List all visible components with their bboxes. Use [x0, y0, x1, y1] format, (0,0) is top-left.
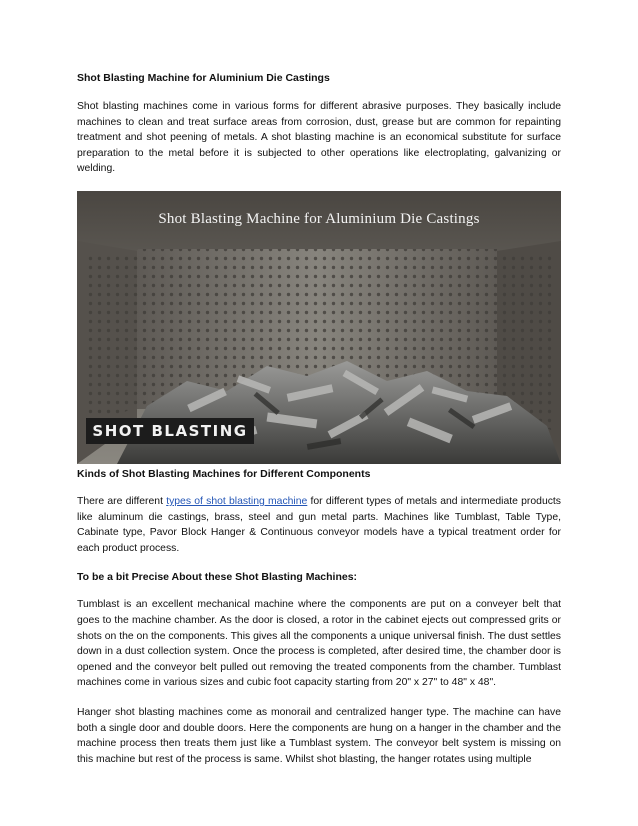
page-title: Shot Blasting Machine for Aluminium Die Castings [77, 72, 330, 84]
image-banner-text: Shot Blasting Machine for Aluminium Die Castings [158, 210, 480, 227]
image-label: SHOT BLASTING [86, 418, 254, 444]
intro-paragraph: Shot blasting machines come in various forms for different abrasive purposes. They basically include machines to clean and treat surface areas from corrosion, dust, grease but are common for repainting treatment and shot peening of metals. A shot blasting machine is an economical substitute for surface preparation to the metal before it is subjected to other operations like electroplating, galvanizing or welding. [77, 101, 561, 175]
hanger-paragraph: Hanger shot blasting machines come as monorail and centralized hanger type. The machine can have both a single door and double doors. Here the components are hung on a hanger in the chamber and the machine process then treats them just like a Tumblast system. The conveyor belt system is missing on this machine but rest of the process is same. Whilst shot blasting, the hanger rotates using multiple [77, 706, 561, 765]
types-link[interactable]: types of shot blasting machine [166, 495, 308, 507]
tumblast-paragraph: Tumblast is an excellent mechanical machine where the components are put on a conveyer belt that goes to the machine chamber. As the door is closed, a rotor in the cabinet ejects out compressed grits or shots on the on the components. This gives all the components a unique universal finish. The dust settles down in a dust collection system. Once the process is completed, after desired time, the chamber door is opened and the conveyor belt pulled out removing the treated components from the chamber. Tumblast machines come in various sizes and cubic foot capacity starting from 20" x 27" to 48" x 48". [77, 599, 561, 689]
kinds-paragraph [77, 494, 561, 556]
section-heading-kinds: Kinds of Shot Blasting Machines for Different Components [77, 467, 371, 480]
shot-blasting-photo [77, 191, 561, 464]
section-heading-precise: To be a bit Precise About these Shot Blasting Machines: [77, 571, 358, 584]
kinds-text-after-link: for different types of metals and intermediate products like aluminum die castings, brass, steel and gun metal parts. Machines like Tumblast, Table Type, Cabinate type, Pavor Block Hanger & Continuous conveyor models have a typical treatment order for each product process. [77, 495, 561, 554]
kinds-text-before-link: There are different [77, 495, 167, 507]
